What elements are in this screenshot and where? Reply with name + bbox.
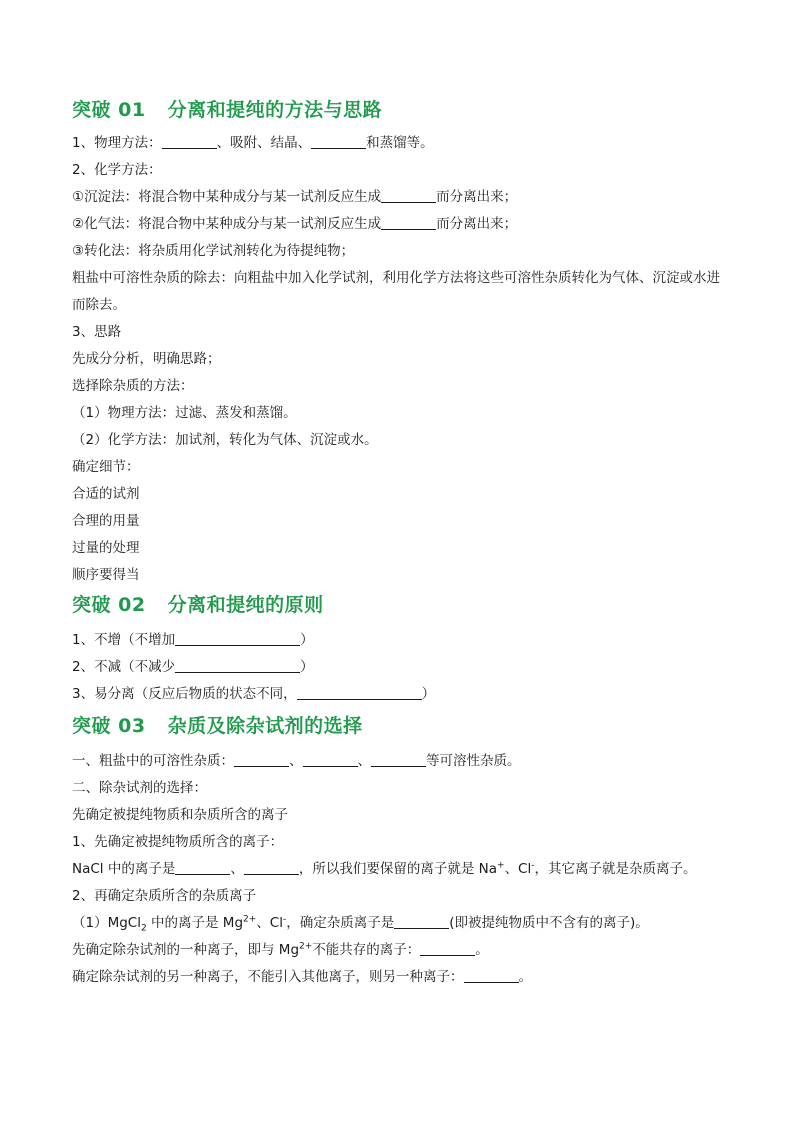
purified-ions-line: 1、先确定被提纯物质所含的离子： xyxy=(72,834,284,850)
detail-item: 合理的用量 xyxy=(72,513,140,529)
approach-step-2: 选择除杂质的方法： xyxy=(72,378,194,394)
answer-blank[interactable] xyxy=(175,630,300,646)
chemical-methods-line: 2、化学方法： xyxy=(72,162,162,178)
section-heading-2: 分离和提纯的原则 xyxy=(167,594,324,616)
section-heading-3: 杂质及除杂试剂的选择 xyxy=(167,715,363,737)
principle-1: 1、不增（不增加 ） xyxy=(72,632,314,648)
physical-methods-line: 1、物理方法： 、吸附、结晶、 和蒸馏等。 xyxy=(72,135,434,151)
approach-physical: （1）物理方法：过滤、蒸发和蒸馏。 xyxy=(72,405,297,421)
principle-3: 3、易分离（反应后物质的状态不同， ） xyxy=(72,686,436,702)
detail-item: 合适的试剂 xyxy=(72,486,140,502)
answer-blank[interactable] xyxy=(244,859,299,875)
approach-step-1: 先成分分析，明确思路； xyxy=(72,351,221,367)
principle-2: 2、不减（不减少 ） xyxy=(72,659,314,675)
approach-heading: 3、思路 xyxy=(72,324,122,340)
answer-blank[interactable] xyxy=(234,751,289,767)
answer-blank[interactable] xyxy=(175,859,230,875)
answer-blank[interactable] xyxy=(381,187,436,203)
answer-blank[interactable] xyxy=(394,913,449,929)
approach-chemical: （2）化学方法：加试剂，转化为气体、沉淀或水。 xyxy=(72,432,378,448)
crude-salt-paragraph: 粗盐中可溶性杂质的除去：向粗盐中加入化学试剂，利用化学方法将这些可溶性杂质转化为气体、沉淀或水进而除去。 xyxy=(72,270,720,313)
answer-blank[interactable] xyxy=(420,940,475,956)
soluble-impurities-line: 一、粗盐中的可溶性杂质： 、 、 等可溶性杂质。 xyxy=(72,753,521,769)
conversion-method-line: ③转化法：将杂质用化学试剂转化为待提纯物； xyxy=(72,243,355,259)
answer-blank[interactable] xyxy=(371,751,426,767)
section-number-1: 突破 01 xyxy=(72,99,146,121)
detail-item: 顺序要得当 xyxy=(72,567,140,583)
ion-determination-line: 先确定被提纯物质和杂质所含的离子 xyxy=(72,807,288,823)
section-title-2 xyxy=(72,591,732,619)
answer-blank[interactable] xyxy=(297,684,422,700)
approach-details: 确定细节： xyxy=(72,459,140,475)
answer-blank[interactable] xyxy=(381,214,436,230)
detail-item: 过量的处理 xyxy=(72,540,140,556)
answer-blank[interactable] xyxy=(311,133,366,149)
answer-blank[interactable] xyxy=(175,657,300,673)
section-title-3 xyxy=(72,712,732,740)
reagent-ion-2-line: 确定除杂试剂的另一种离子，不能引入其他离子，则另一种离子： 。 xyxy=(72,969,532,985)
section-heading-1: 分离和提纯的方法与思路 xyxy=(167,99,383,121)
mgcl2-ions-line: （1）MgCl$_2$ 中的离子是 $Mg^{2+}$、Cl-，确定杂质离子是 (即被提纯物质中不含有的离子)。 xyxy=(72,914,649,934)
section-title-1 xyxy=(72,96,732,124)
section-number-3: 突破 03 xyxy=(72,715,146,737)
section-number-2: 突破 02 xyxy=(72,594,146,616)
document-page xyxy=(72,96,732,991)
impurity-ions-heading: 2、再确定杂质所含的杂质离子 xyxy=(72,888,257,904)
answer-blank[interactable] xyxy=(162,133,217,149)
nacl-ions-line: NaCl 中的离子是 、 ，所以我们要保留的离子就是 Na+、Cl-，其它离子就是杂质离子。 xyxy=(72,860,697,877)
gasification-method-line: ②化气法：将混合物中某种成分与某一试剂反应生成 而分离出来； xyxy=(72,216,518,232)
answer-blank[interactable] xyxy=(464,967,519,983)
answer-blank[interactable] xyxy=(303,751,358,767)
reagent-selection-heading: 二、除杂试剂的选择： xyxy=(72,780,207,796)
reagent-ion-1-line: 先确定除杂试剂的一种离子，即与 $Mg^{2+}$不能共存的离子： 。 xyxy=(72,941,489,958)
precipitation-method-line: ①沉淀法：将混合物中某种成分与某一试剂反应生成 而分离出来； xyxy=(72,189,518,205)
